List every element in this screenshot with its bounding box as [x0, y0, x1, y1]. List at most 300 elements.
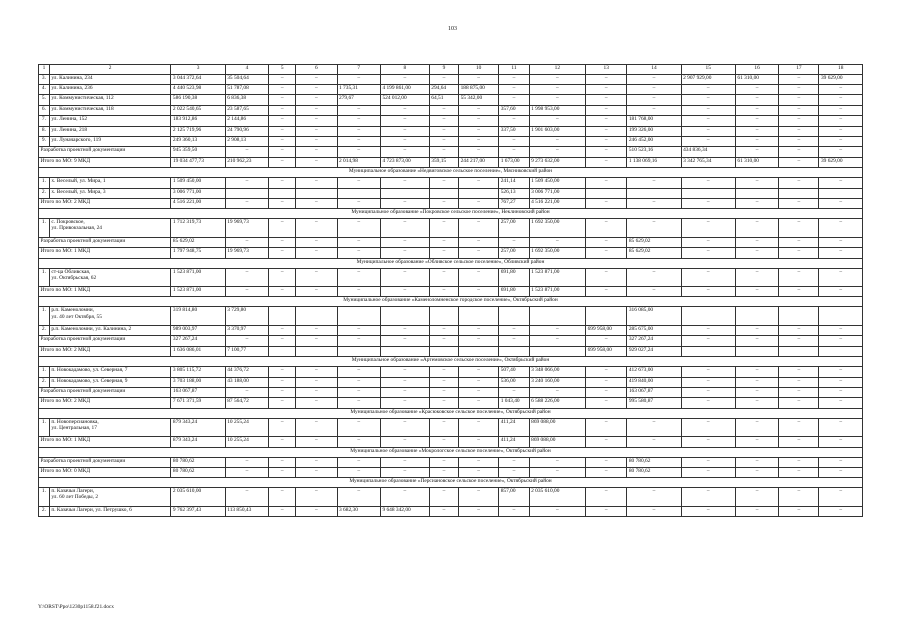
value-cell [681, 307, 735, 326]
value-cell: – [296, 268, 337, 287]
value-cell: – [225, 178, 268, 188]
value-cell: – [681, 105, 735, 115]
value-cell: – [429, 116, 458, 126]
column-number: 11 [499, 65, 529, 75]
value-cell: – [459, 219, 499, 238]
value-cell: – [380, 178, 429, 188]
value-cell: 510 523,16 [627, 147, 681, 157]
section-heading: Муниципальное образование «Красюковское сельское поселение», Октябрьский район [39, 408, 863, 418]
table-row [39, 457, 863, 467]
value-cell: – [296, 488, 337, 507]
value-cell: 163 067,87 [171, 387, 225, 397]
value-cell [681, 346, 735, 356]
value-cell: 327 267,24 [171, 336, 225, 346]
value-cell: – [529, 147, 585, 157]
value-cell: – [735, 136, 778, 146]
value-cell: – [529, 336, 585, 346]
value-cell: – [779, 248, 819, 258]
value-cell: – [499, 387, 529, 397]
value-cell: 691,80 [499, 287, 529, 297]
row-number: 2. [39, 188, 50, 198]
value-cell: – [429, 325, 458, 335]
value-cell: – [459, 488, 499, 507]
value-cell: – [337, 457, 380, 467]
value-cell: – [735, 116, 778, 126]
table-row [39, 307, 863, 326]
value-cell: 691,80 [499, 268, 529, 287]
value-cell: 1 138 069,16 [627, 157, 681, 167]
value-cell: – [735, 105, 778, 115]
value-cell: – [380, 467, 429, 477]
value-cell: 3 342 765,34 [681, 157, 735, 167]
value-cell: – [779, 198, 819, 208]
value-cell: – [779, 287, 819, 297]
value-cell: – [529, 95, 585, 105]
value-cell: 1 735,31 [337, 84, 380, 94]
value-cell: – [269, 198, 296, 208]
value-cell: – [380, 325, 429, 335]
table-row [39, 268, 863, 287]
value-cell: – [337, 398, 380, 408]
value-cell: – [459, 506, 499, 516]
value-cell: – [735, 178, 778, 188]
value-cell: 357,60 [499, 105, 529, 115]
value-cell: 536,00 [499, 377, 529, 387]
value-cell: – [819, 325, 863, 335]
value-cell [269, 346, 296, 356]
value-cell: – [499, 84, 529, 94]
value-cell: 1 509 450,00 [171, 178, 225, 188]
value-cell: 1 998 953,00 [529, 105, 585, 115]
value-cell: – [337, 287, 380, 297]
value-cell: – [499, 74, 529, 84]
table-row [39, 74, 863, 84]
value-cell: 44 376,72 [225, 367, 268, 377]
column-number: 16 [735, 65, 778, 75]
value-cell: – [627, 198, 681, 208]
value-cell: – [429, 136, 458, 146]
value-cell: – [627, 506, 681, 516]
value-cell: – [296, 237, 337, 247]
table-body [39, 65, 863, 517]
value-cell: – [779, 387, 819, 397]
value-cell: – [627, 287, 681, 297]
value-cell [735, 307, 778, 326]
value-cell: 19 969,73 [225, 219, 268, 238]
column-number: 7 [337, 65, 380, 75]
value-cell: – [269, 467, 296, 477]
value-cell: 1 712 319,73 [171, 219, 225, 238]
value-cell [269, 188, 296, 198]
value-cell: – [681, 367, 735, 377]
value-cell: – [429, 248, 458, 258]
value-cell: 80 780,62 [171, 467, 225, 477]
value-cell: 4 440 523,98 [171, 84, 225, 94]
value-cell: – [269, 248, 296, 258]
value-cell: 246 452,00 [627, 136, 681, 146]
value-cell: 945 359,50 [171, 147, 225, 157]
value-cell: 55 342,00 [459, 95, 499, 105]
value-cell: 181 768,00 [627, 116, 681, 126]
value-cell: 23 587,65 [225, 105, 268, 115]
table-row [39, 325, 863, 335]
value-cell: – [296, 147, 337, 157]
value-cell: – [269, 147, 296, 157]
value-cell: 3 805 115,72 [171, 367, 225, 377]
row-address [49, 307, 171, 326]
value-cell: 35 504,64 [225, 74, 268, 84]
value-cell: 210 962,23 [225, 157, 268, 167]
value-cell: 7 100,77 [225, 346, 268, 356]
value-cell: – [380, 147, 429, 157]
value-cell: 1 692 350,00 [529, 219, 585, 238]
value-cell: 1 901 603,00 [529, 126, 585, 136]
row-label: Разработка проектной документации [39, 147, 171, 157]
value-cell: 316 085,00 [627, 307, 681, 326]
address-line-1: ст-ца Обливская, [51, 268, 91, 275]
value-cell: – [779, 467, 819, 477]
value-cell: 2 908,13 [225, 136, 268, 146]
value-cell: 39 629,00 [819, 157, 863, 167]
section-heading: Муниципальное образование «Недвиговское сельское поселение», Мясниковский район [39, 168, 863, 178]
value-cell [380, 346, 429, 356]
value-cell: – [586, 336, 627, 346]
value-cell: 879 343,24 [171, 437, 225, 447]
value-cell: – [681, 268, 735, 287]
value-cell: – [429, 367, 458, 377]
row-number: 1. [39, 307, 50, 326]
value-cell: – [225, 387, 268, 397]
value-cell: – [380, 387, 429, 397]
value-cell: – [459, 398, 499, 408]
value-cell: – [337, 136, 380, 146]
table-row [39, 506, 863, 516]
value-cell: 2 144,86 [225, 116, 268, 126]
value-cell: – [269, 387, 296, 397]
value-cell: – [681, 418, 735, 437]
value-cell: – [779, 95, 819, 105]
value-cell [779, 188, 819, 198]
value-cell: – [779, 398, 819, 408]
value-cell: 699 958,00 [586, 325, 627, 335]
value-cell: – [735, 418, 778, 437]
value-cell: – [337, 336, 380, 346]
value-cell: 257,00 [499, 248, 529, 258]
value-cell: – [819, 457, 863, 467]
value-cell: – [586, 437, 627, 447]
row-number: 2. [39, 377, 50, 387]
value-cell [459, 188, 499, 198]
value-cell: 85 629,02 [171, 237, 225, 247]
value-cell: – [681, 198, 735, 208]
value-cell: 411,24 [499, 418, 529, 437]
value-cell: – [819, 198, 863, 208]
value-cell: – [499, 506, 529, 516]
value-cell: – [429, 457, 458, 467]
table-row [39, 467, 863, 477]
value-cell: – [380, 437, 429, 447]
value-cell: – [735, 325, 778, 335]
value-cell [269, 307, 296, 326]
table-row [39, 387, 863, 397]
value-cell [819, 346, 863, 356]
address-line-2: ул. Октябрьская, 62 [51, 274, 97, 281]
value-cell: – [681, 116, 735, 126]
value-cell: 869 088,00 [529, 437, 585, 447]
value-cell: – [459, 126, 499, 136]
value-cell: – [586, 248, 627, 258]
value-cell: – [586, 147, 627, 157]
value-cell: 294,64 [429, 84, 458, 94]
value-cell: – [269, 95, 296, 105]
value-cell: 1 636 086,01 [171, 346, 225, 356]
value-cell: 412 673,00 [627, 367, 681, 377]
value-cell: – [269, 116, 296, 126]
value-cell [337, 307, 380, 326]
value-cell: – [269, 367, 296, 377]
value-cell: – [586, 198, 627, 208]
value-cell: – [529, 74, 585, 84]
value-cell: 2 907 929,00 [681, 74, 735, 84]
value-cell: – [429, 178, 458, 188]
value-cell: – [627, 488, 681, 507]
value-cell: – [735, 219, 778, 238]
table-row [39, 116, 863, 126]
value-cell: 359,15 [429, 157, 458, 167]
value-cell: – [459, 136, 499, 146]
value-cell: – [459, 105, 499, 115]
value-cell [225, 188, 268, 198]
value-cell: – [735, 387, 778, 397]
value-cell: – [779, 84, 819, 94]
table-row [39, 248, 863, 258]
value-cell: 434 836,34 [681, 147, 735, 157]
row-number: 4. [39, 84, 50, 94]
value-cell: 929 027,24 [627, 346, 681, 356]
value-cell: – [586, 287, 627, 297]
table-row [39, 488, 863, 507]
value-cell [296, 188, 337, 198]
value-cell: – [337, 219, 380, 238]
row-address: ул. Коммунистическая, 112 [49, 95, 171, 105]
value-cell: – [337, 147, 380, 157]
value-cell: 19 034 477,73 [171, 157, 225, 167]
value-cell: – [380, 336, 429, 346]
value-cell: – [429, 437, 458, 447]
row-number: 8. [39, 126, 50, 136]
value-cell: 80 780,62 [627, 457, 681, 467]
value-cell: 1 797 948,75 [171, 248, 225, 258]
value-cell: – [380, 457, 429, 467]
value-cell: – [681, 467, 735, 477]
value-cell: – [459, 367, 499, 377]
value-cell: 1 509 450,00 [529, 178, 585, 188]
value-cell: 3 729,80 [225, 307, 268, 326]
value-cell: – [269, 268, 296, 287]
value-cell: – [735, 398, 778, 408]
value-cell: 9 273 632,00 [529, 157, 585, 167]
value-cell: 6 588 226,00 [529, 398, 585, 408]
value-cell: 4 723 873,00 [380, 157, 429, 167]
page-number: 103 [448, 26, 457, 32]
value-cell: – [819, 126, 863, 136]
value-cell: – [735, 237, 778, 247]
value-cell: – [681, 506, 735, 516]
value-cell: – [459, 377, 499, 387]
column-number: 5 [269, 65, 296, 75]
value-cell: 1 523 871,00 [171, 268, 225, 287]
column-number: 4 [225, 65, 268, 75]
value-cell: – [779, 506, 819, 516]
value-cell: – [499, 457, 529, 467]
column-number-row [39, 65, 863, 75]
row-number: 1. [39, 219, 50, 238]
value-cell: 10 255,24 [225, 418, 268, 437]
value-cell: – [429, 105, 458, 115]
row-number: 9. [39, 136, 50, 146]
value-cell: 85 629,02 [627, 248, 681, 258]
value-cell: 2 022 540,65 [171, 105, 225, 115]
value-cell: – [429, 219, 458, 238]
value-cell: 419 840,00 [627, 377, 681, 387]
value-cell: – [337, 325, 380, 335]
value-cell: – [459, 387, 499, 397]
value-cell: – [819, 237, 863, 247]
row-label: Разработка проектной документации [39, 336, 171, 346]
value-cell: – [296, 198, 337, 208]
value-cell: – [586, 136, 627, 146]
value-cell: – [225, 287, 268, 297]
section-heading-row [39, 478, 863, 488]
value-cell: 113 850,43 [225, 506, 268, 516]
value-cell [380, 188, 429, 198]
table-row [39, 367, 863, 377]
row-address [49, 488, 171, 507]
row-number: 1. [39, 178, 50, 188]
value-cell [586, 188, 627, 198]
value-cell [586, 307, 627, 326]
value-cell [429, 188, 458, 198]
address-line-1: п. Новоперсиановка, [51, 418, 99, 425]
value-cell: 869 088,00 [529, 418, 585, 437]
row-number: 7. [39, 116, 50, 126]
value-cell: – [529, 84, 585, 94]
value-cell: – [459, 178, 499, 188]
value-cell: – [296, 84, 337, 94]
value-cell [459, 346, 499, 356]
table-row [39, 418, 863, 437]
value-cell: – [819, 116, 863, 126]
value-cell: 24 790,96 [225, 126, 268, 136]
value-cell: – [269, 437, 296, 447]
table-row [39, 147, 863, 157]
value-cell: – [337, 437, 380, 447]
row-address: х. Веселый, ул. Мира, 3 [49, 188, 171, 198]
value-cell: – [819, 105, 863, 115]
value-cell: – [296, 126, 337, 136]
table-row [39, 219, 863, 238]
value-cell: 7 671 371,59 [171, 398, 225, 408]
row-address: п. Новокадамово, ул. Северная, 9 [49, 377, 171, 387]
value-cell: 87 564,72 [225, 398, 268, 408]
value-cell: 80 780,62 [627, 467, 681, 477]
value-cell: – [819, 136, 863, 146]
section-heading: Муниципальное образование «Артемовское сельское поселение», Октябрьский район [39, 357, 863, 367]
value-cell: – [681, 136, 735, 146]
value-cell: 241,14 [499, 178, 529, 188]
value-cell: – [529, 116, 585, 126]
value-cell: – [529, 506, 585, 516]
value-cell: – [819, 506, 863, 516]
value-cell: – [779, 377, 819, 387]
value-cell [296, 307, 337, 326]
value-cell: – [586, 268, 627, 287]
value-cell: – [586, 237, 627, 247]
row-label: Итого по МО: 2 МКД [39, 398, 171, 408]
address-line-1: п. Казачьи Лагери, [51, 488, 95, 495]
value-cell [499, 307, 529, 326]
value-cell: – [296, 178, 337, 188]
value-cell: – [269, 178, 296, 188]
value-cell: – [735, 95, 778, 105]
value-cell: 39 629,00 [819, 74, 863, 84]
column-number: 8 [380, 65, 429, 75]
value-cell: – [779, 147, 819, 157]
table-row [39, 346, 863, 356]
column-number: 12 [529, 65, 585, 75]
value-cell: 767,27 [499, 198, 529, 208]
value-cell: 879 343,24 [171, 418, 225, 437]
value-cell: – [735, 126, 778, 136]
table-row [39, 437, 863, 447]
value-cell: – [779, 367, 819, 377]
value-cell: 4 199 861,00 [380, 84, 429, 94]
value-cell: 244 217,00 [459, 157, 499, 167]
value-cell: – [735, 457, 778, 467]
value-cell: – [627, 178, 681, 188]
value-cell: – [380, 237, 429, 247]
value-cell: – [586, 457, 627, 467]
row-address: р.п. Каменоломни, ул. Калинина, 2 [49, 325, 171, 335]
value-cell: 2 035 610,00 [171, 488, 225, 507]
value-cell: – [337, 387, 380, 397]
value-cell: – [586, 398, 627, 408]
value-cell: – [337, 488, 380, 507]
column-number: 13 [586, 65, 627, 75]
value-cell: 2 014,98 [337, 157, 380, 167]
value-cell [529, 307, 585, 326]
value-cell: – [681, 126, 735, 136]
row-label: Разработка проектной документации [39, 387, 171, 397]
value-cell: – [296, 457, 337, 467]
value-cell: – [296, 116, 337, 126]
value-cell [627, 188, 681, 198]
row-address: ул. Ленина, 152 [49, 116, 171, 126]
value-cell: – [459, 237, 499, 247]
value-cell: – [819, 268, 863, 287]
value-cell: – [779, 268, 819, 287]
value-cell: – [269, 237, 296, 247]
value-cell: – [269, 219, 296, 238]
value-cell: – [380, 268, 429, 287]
value-cell [779, 346, 819, 356]
value-cell: – [819, 467, 863, 477]
row-number: 2. [39, 325, 50, 335]
value-cell: 995 580,87 [627, 398, 681, 408]
value-cell: – [586, 219, 627, 238]
value-cell [429, 346, 458, 356]
value-cell: 64,51 [429, 95, 458, 105]
